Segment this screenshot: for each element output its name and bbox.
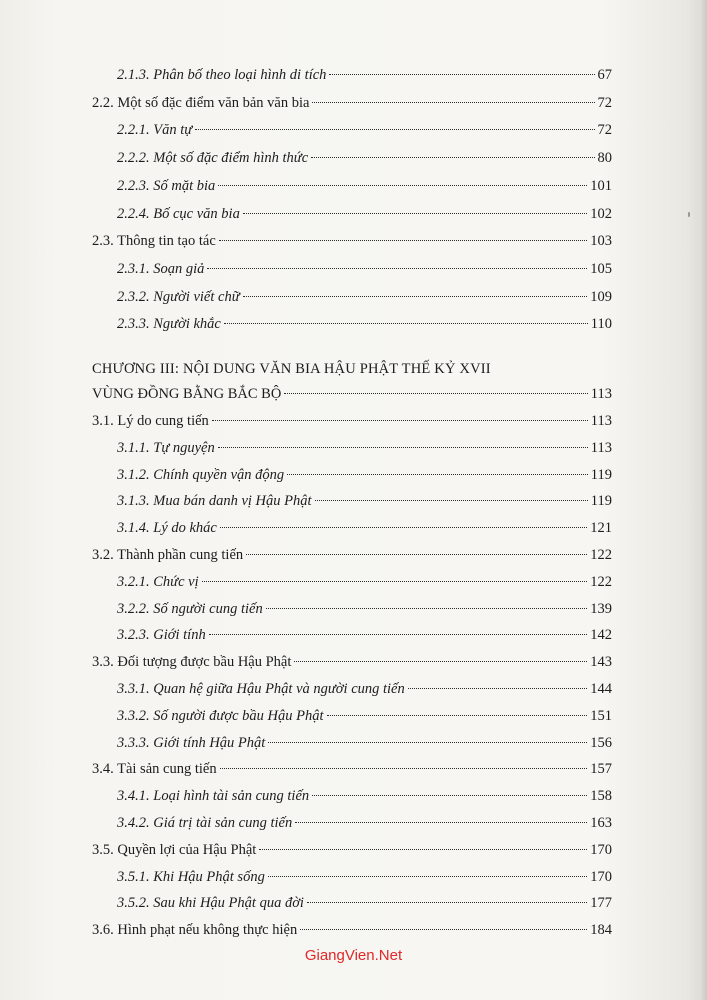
chapter-3-title-entry[interactable] [92, 385, 612, 405]
entry-title: 3.4.1. Loại hình tài sản cung tiến [117, 788, 310, 805]
entry-title: 2.1.3. Phân bố theo loại hình di tích [117, 67, 327, 83]
page-number: 102 [590, 205, 612, 222]
page-number: 113 [590, 413, 612, 429]
page-number: 67 [597, 67, 612, 83]
entry-title: 3.1.3. Mua bán danh vị Hậu Phật [117, 493, 312, 510]
page-number: 121 [590, 520, 612, 537]
page-number: 184 [590, 922, 612, 939]
toc-subsection-entry[interactable] [117, 315, 612, 335]
entry-title: 2.3.2. Người viết chữ [117, 288, 240, 305]
page-number: 113 [590, 386, 612, 402]
dot-leader [307, 902, 587, 903]
entry-title: 3.5.1. Khi Hậu Phật sống [117, 868, 265, 885]
toc-subsection-entry[interactable] [117, 707, 612, 727]
page-number: 170 [590, 841, 612, 858]
entry-title: 3.5. Quyền lợi của Hậu Phật [92, 841, 257, 858]
toc-section-entry[interactable] [92, 841, 612, 861]
toc-section-entry[interactable] [92, 232, 612, 252]
page-number: 72 [597, 94, 612, 111]
entry-title: 2.3.1. Soạn giả [117, 260, 205, 277]
dot-leader [202, 581, 588, 582]
page-number: 143 [590, 654, 612, 671]
entry-title: 2.2.3. Số mặt bia [117, 177, 216, 194]
dot-leader [327, 715, 588, 716]
dot-leader [329, 74, 594, 75]
toc-subsection-entry[interactable] [117, 894, 612, 914]
toc-section-entry[interactable] [92, 760, 612, 780]
toc-subsection-entry[interactable] [117, 814, 612, 834]
dot-leader [220, 527, 587, 528]
toc-subsection-entry[interactable] [117, 177, 612, 197]
dot-leader [311, 157, 594, 158]
dot-leader [300, 929, 587, 930]
toc-subsection-entry[interactable] [117, 519, 612, 539]
toc-subsection-entry[interactable] [117, 787, 612, 807]
entry-title: 3.3.2. Số người được bầu Hậu Phật [117, 707, 324, 724]
toc-subsection-entry[interactable] [117, 205, 612, 225]
page-number: 110 [590, 316, 612, 333]
dot-leader [246, 554, 587, 555]
page-number: 163 [590, 815, 612, 831]
toc-subsection-entry[interactable] [117, 439, 612, 459]
entry-title: 3.4. Tài sản cung tiến [92, 761, 217, 778]
dot-leader [295, 822, 587, 823]
entry-title: 3.2.2. Số người cung tiến [117, 600, 263, 617]
chapter-3-title-line-1: CHƯƠNG III: NỘI DUNG VĂN BIA HẬU PHẬT THẾ KỶ XVII [92, 361, 491, 377]
dot-leader [268, 742, 587, 743]
page-number: 103 [590, 233, 612, 250]
entry-title: 3.6. Hình phạt nếu không thực hiện [92, 922, 298, 939]
dot-leader [207, 268, 587, 269]
entry-title: 2.2.2. Một số đặc điểm hình thức [117, 150, 309, 167]
toc-subsection-entry[interactable] [117, 573, 612, 593]
dot-leader [220, 768, 588, 769]
page-number: 144 [590, 681, 612, 697]
dot-leader [224, 323, 588, 324]
entry-title: 3.3.3. Giới tính Hậu Phật [117, 734, 266, 751]
page-number: 119 [590, 493, 612, 510]
dot-leader [315, 500, 588, 501]
page-number: 158 [590, 788, 612, 805]
dot-leader [312, 102, 594, 103]
page-number: 142 [590, 627, 612, 644]
entry-title: 3.2. Thành phần cung tiến [92, 547, 244, 563]
entry-title: 3.3. Đối tượng được bầu Hậu Phật [92, 654, 292, 671]
toc-subsection-entry[interactable] [117, 466, 612, 486]
toc-section-entry[interactable] [92, 921, 612, 941]
entry-title: 2.3.3. Người khắc [117, 316, 221, 333]
dot-leader [243, 296, 588, 297]
page-number: 109 [590, 288, 612, 305]
chapter-3-title-line-2: VÙNG ĐỒNG BẰNG BẮC BỘ [92, 386, 282, 402]
toc-subsection-entry[interactable] [117, 680, 612, 700]
entry-title: 3.1.4. Lý do khác [117, 520, 217, 537]
toc-section-entry[interactable] [92, 94, 612, 114]
page-number: 122 [590, 547, 612, 563]
page-number: 122 [590, 573, 612, 590]
page-number: 101 [590, 177, 612, 194]
watermark-text: GiangVien.Net [304, 947, 403, 964]
page-edge-shadow [699, 0, 707, 1000]
dot-leader [218, 447, 588, 448]
dot-leader [294, 661, 587, 662]
entry-title: 3.4.2. Giá trị tài sản cung tiến [117, 815, 293, 831]
dot-leader [195, 129, 594, 130]
entry-title: 3.1.2. Chính quyền vận động [117, 466, 285, 483]
toc-subsection-entry[interactable] [117, 149, 612, 169]
dot-leader [218, 185, 587, 186]
entry-title: 3.1.1. Tự nguyện [117, 439, 215, 456]
page-number: 80 [597, 150, 612, 167]
dot-leader [268, 876, 587, 877]
dot-leader [408, 688, 588, 689]
page-number: 156 [590, 734, 612, 751]
page-number: 177 [590, 895, 612, 912]
toc-subsection-entry[interactable] [117, 868, 612, 888]
entry-title: 3.3.1. Quan hệ giữa Hậu Phật và người cung tiến [117, 681, 405, 697]
entry-title: 3.1. Lý do cung tiến [92, 413, 209, 429]
entry-title: 2.2. Một số đặc điểm văn bản văn bia [92, 94, 310, 111]
page-number: 113 [590, 439, 612, 456]
page-number: 139 [590, 600, 612, 617]
scan-speck [688, 212, 690, 217]
toc-subsection-entry[interactable] [117, 600, 612, 620]
toc-subsection-entry[interactable] [117, 66, 612, 86]
toc-section-entry[interactable] [92, 412, 612, 432]
entry-title: 3.5.2. Sau khi Hậu Phật qua đời [117, 895, 304, 912]
page-number: 72 [597, 122, 612, 139]
dot-leader [284, 393, 587, 394]
dot-leader [209, 634, 588, 635]
toc-subsection-entry[interactable] [117, 260, 612, 280]
entry-title: 3.2.3. Giới tính [117, 627, 206, 644]
dot-leader [243, 213, 587, 214]
entry-title: 2.2.1. Văn tự [117, 122, 193, 139]
dot-leader [212, 420, 588, 421]
page-number: 157 [590, 761, 612, 778]
toc-subsection-entry[interactable] [117, 288, 612, 308]
toc-subsection-entry[interactable] [117, 492, 612, 512]
toc-subsection-entry[interactable] [117, 734, 612, 754]
toc-subsection-entry[interactable] [117, 121, 612, 141]
page-number: 151 [590, 707, 612, 724]
page-number: 170 [590, 868, 612, 885]
toc-section-entry[interactable] [92, 546, 612, 566]
dot-leader [219, 240, 587, 241]
toc-section-entry[interactable] [92, 653, 612, 673]
page-number: 105 [590, 260, 612, 277]
entry-title: 2.3. Thông tin tạo tác [92, 233, 216, 250]
dot-leader [259, 849, 587, 850]
entry-title: 2.2.4. Bố cục văn bia [117, 205, 240, 222]
page-number: 119 [590, 466, 612, 483]
dot-leader [287, 474, 588, 475]
dot-leader [312, 795, 587, 796]
dot-leader [266, 608, 588, 609]
entry-title: 3.2.1. Chức vị [117, 573, 199, 590]
toc-subsection-entry[interactable] [117, 626, 612, 646]
